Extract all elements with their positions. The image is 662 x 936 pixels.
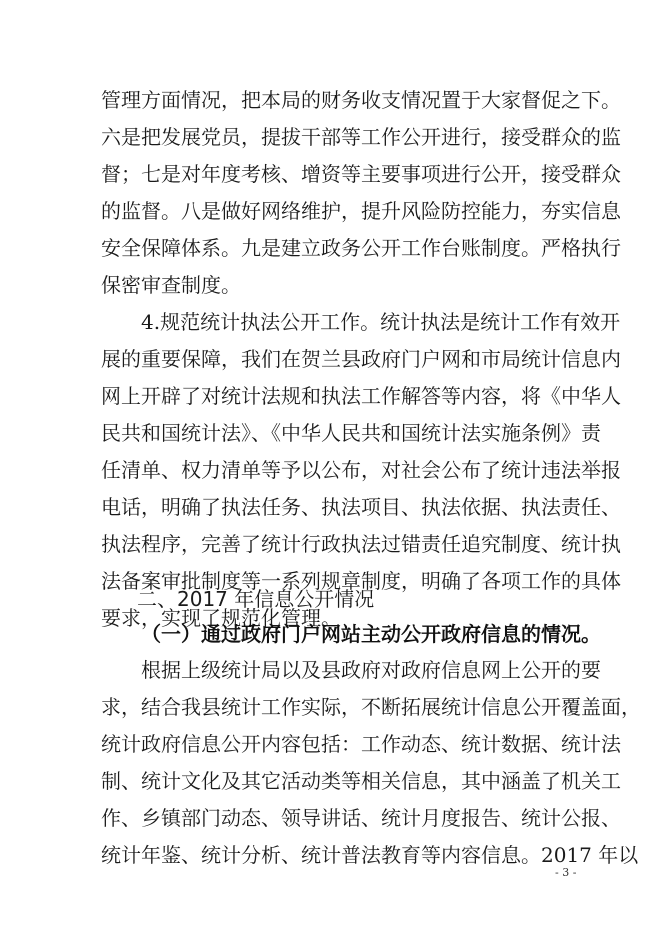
paragraph-line: 保密审查制度。 (101, 273, 241, 297)
paragraph-line: 管理方面情况，把本局的财务收支情况置于大家督促之下。 (101, 88, 621, 112)
paragraph-line: 展的重要保障，我们在贺兰县政府门户网和市局统计信息内 (101, 347, 621, 371)
paragraph-line: 的监督。八是做好网络维护，提升风险防控能力，夯实信息 (101, 199, 621, 223)
paragraph-line: 要求，实现了规范化管理。 (101, 606, 341, 630)
section-heading: 二、2017 年信息公开情况 (137, 587, 375, 611)
paragraph-line: 法备案审批制度等一系列规章制度，明确了各项工作的具体 (101, 569, 621, 593)
paragraph-line: 六是把发展党员，提拔干部等工作公开进行，接受群众的监 (101, 125, 621, 149)
paragraph-line: 制、统计文化及其它活动类等相关信息，其中涵盖了机关工 (101, 769, 621, 793)
paragraph-line: 统计政府信息公开内容包括：工作动态、统计数据、统计法 (101, 732, 621, 756)
paragraph-line: 根据上级统计局以及县政府对政府信息网上公开的要 (141, 658, 601, 682)
paragraph-line: 求，结合我县统计工作实际，不断拓展统计信息公开覆盖面， (101, 695, 641, 719)
page-number: - 3 - (555, 866, 577, 879)
paragraph-line: 作、乡镇部门动态、领导讲话、统计月度报告、统计公报、 (101, 806, 621, 830)
paragraph-line: 民共和国统计法》、《中华人民共和国统计法实施条例》责 (101, 421, 601, 445)
paragraph-line: 任清单、权力清单等予以公布，对社会公布了统计违法举报 (101, 458, 621, 482)
paragraph-line: 执法程序，完善了统计行政执法过错责任追究制度、统计执 (101, 532, 621, 556)
paragraph-line: 4.规范统计执法公开工作。统计执法是统计工作有效开 (141, 310, 621, 334)
paragraph-line: 网上开辟了对统计法规和执法工作解答等内容，将《中华人 (101, 384, 621, 408)
paragraph-line: 安全保障体系。九是建立政务公开工作台账制度。严格执行 (101, 236, 621, 260)
paragraph-line: 电话，明确了执法任务、执法项目、执法依据、执法责任、 (101, 495, 621, 519)
paragraph-line: 统计年鉴、统计分析、统计普法教育等内容信息。2017 年以 (101, 843, 639, 867)
subsection-heading: （一）通过政府门户网站主动公开政府信息的情况。 (141, 622, 601, 646)
paragraph-line: 督；七是对年度考核、增资等主要事项进行公开，接受群众 (101, 162, 621, 186)
